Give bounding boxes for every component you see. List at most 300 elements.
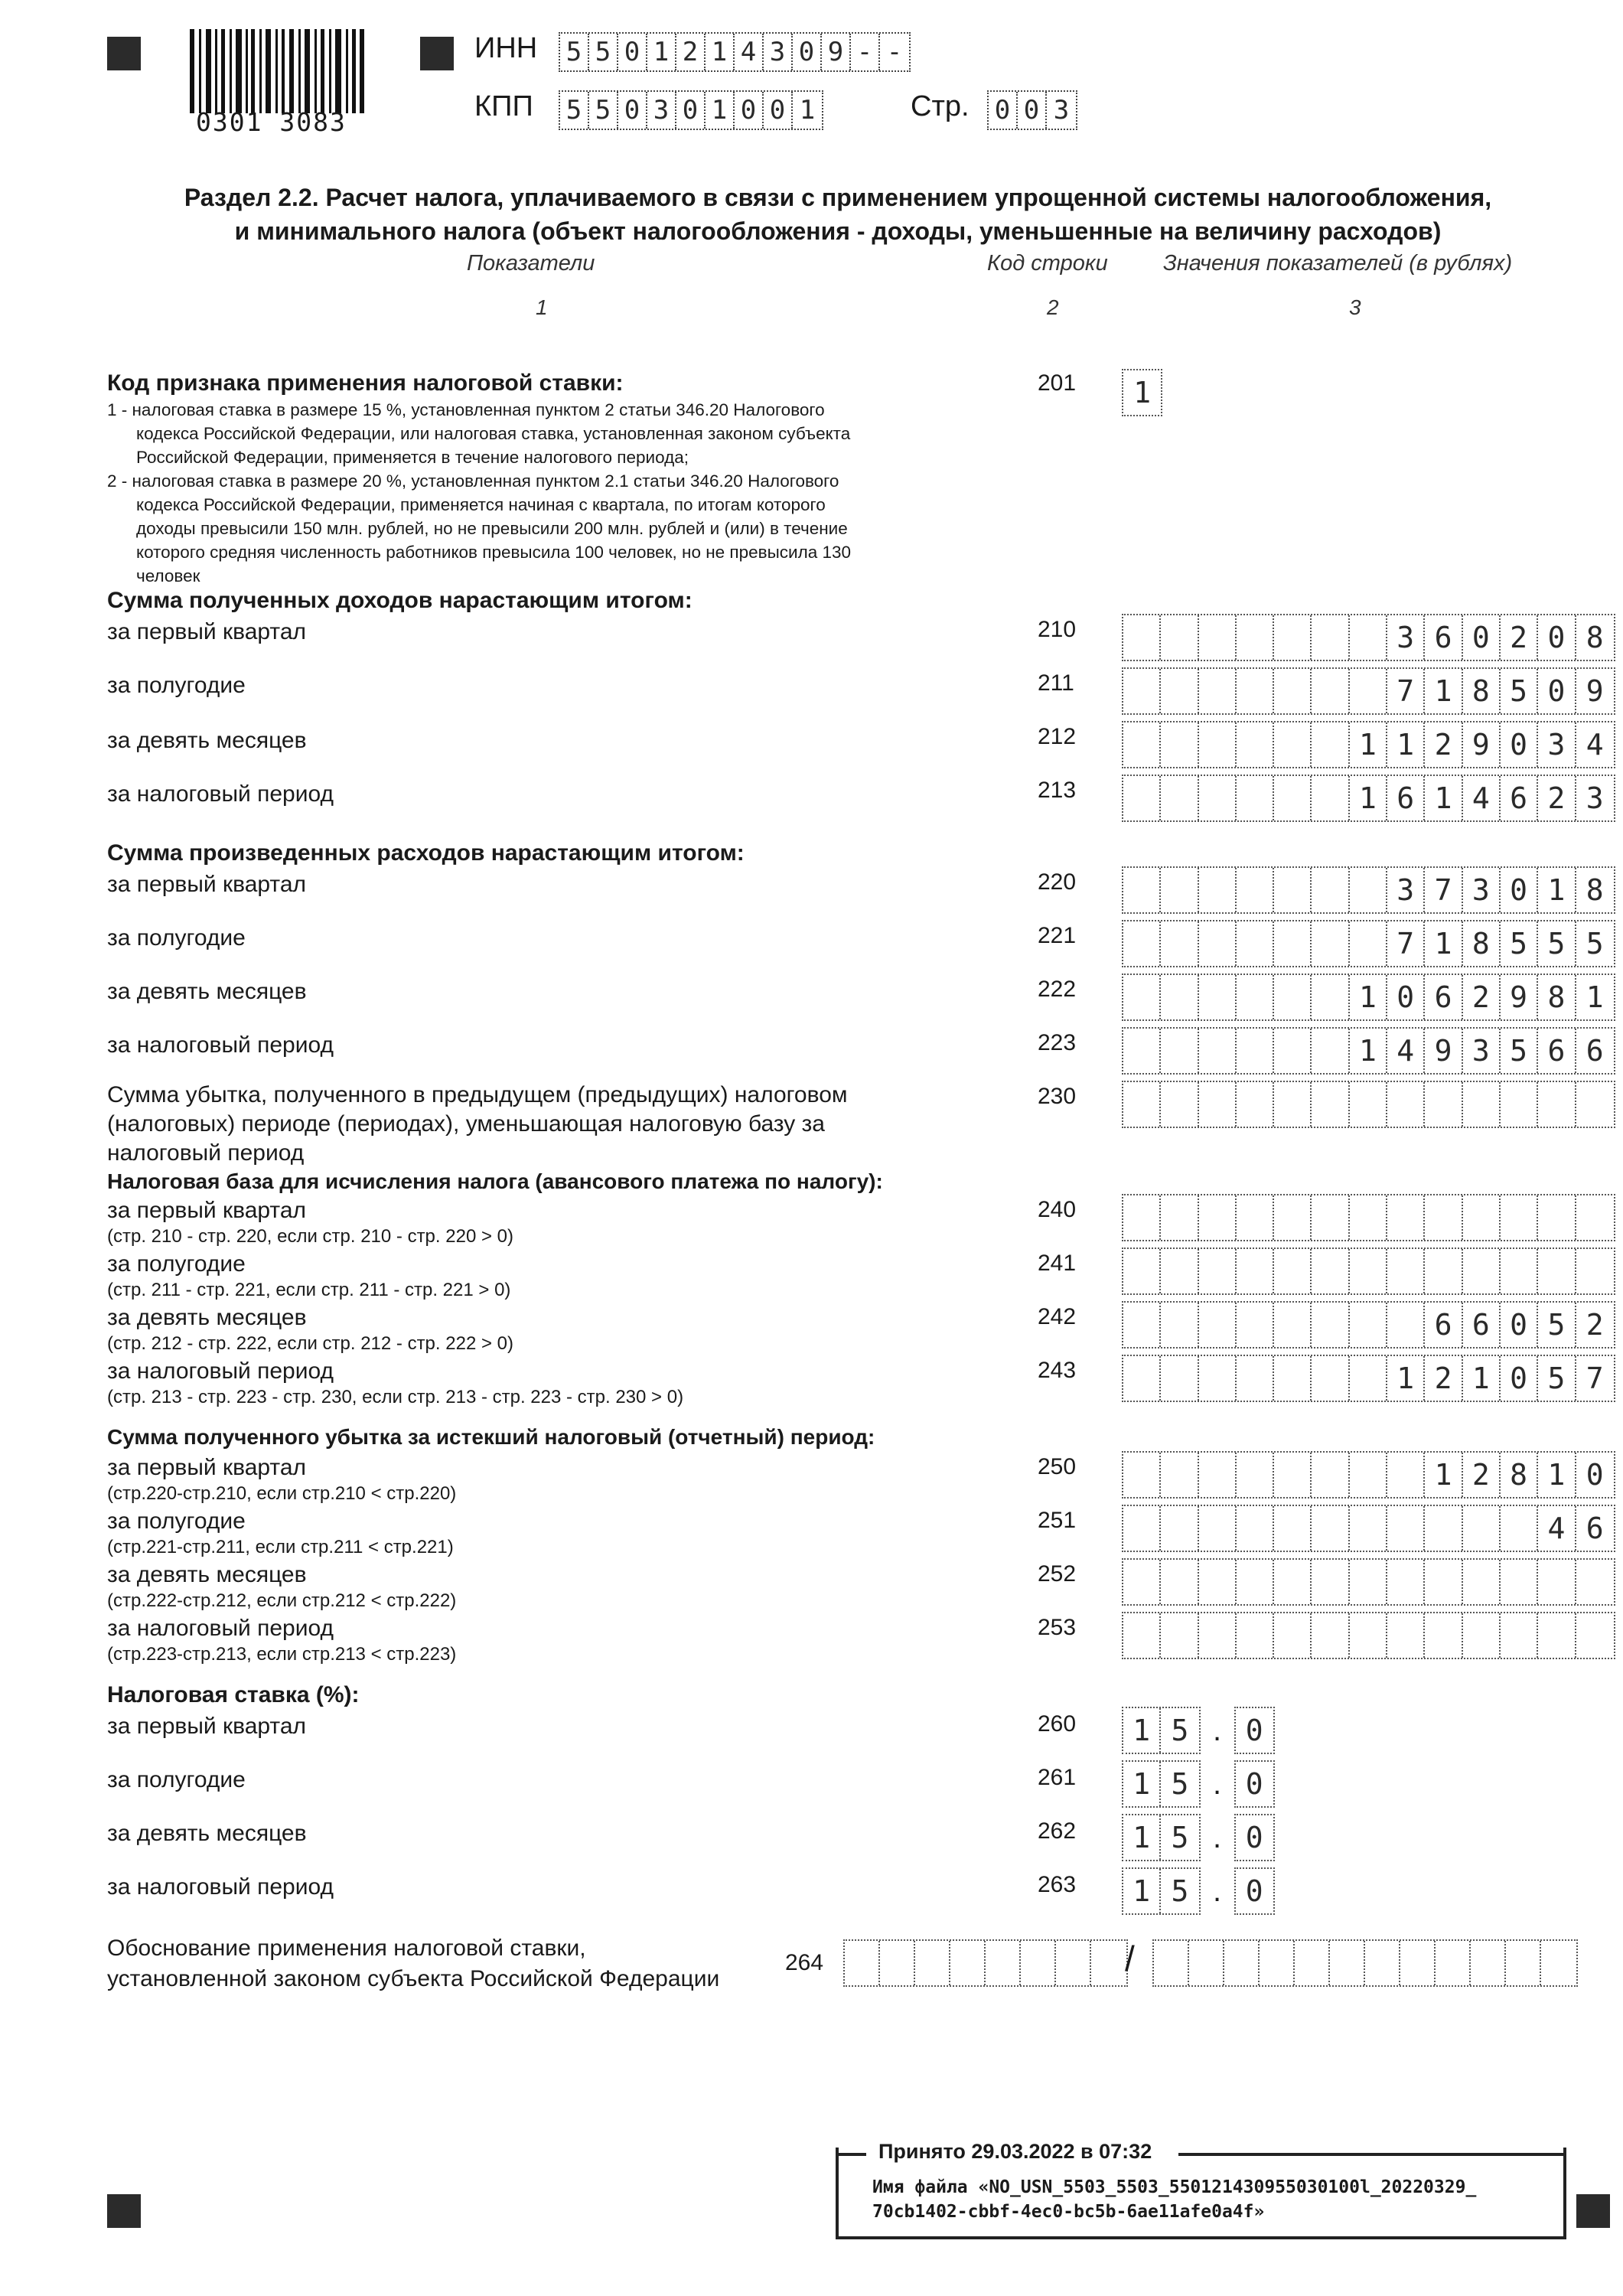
kpp-cell: 1 bbox=[706, 92, 735, 129]
rate-basis-label bbox=[107, 1933, 719, 1994]
digit-cell bbox=[1274, 1249, 1312, 1293]
digit-cell bbox=[1312, 776, 1349, 820]
section-title bbox=[77, 181, 1599, 248]
digit-cell bbox=[1576, 1195, 1614, 1240]
income-label-q1: за первый квартал bbox=[107, 619, 307, 644]
rate-sign-option1-line2: кодекса Российской Федерации, или налоговая ставка, установленная законом субъекта bbox=[136, 424, 851, 443]
digit-cell: 1 bbox=[1387, 722, 1425, 767]
digit-cell bbox=[1161, 1560, 1198, 1604]
expenses-label-q1: за первый квартал bbox=[107, 872, 307, 897]
inn-cell: 3 bbox=[764, 34, 793, 70]
digit-cell bbox=[1237, 1195, 1274, 1240]
digit-cell bbox=[1161, 1613, 1198, 1658]
line-code-243: 243 bbox=[1038, 1358, 1077, 1383]
digit-cell bbox=[1387, 1195, 1425, 1240]
tax-base-9m-field[interactable] bbox=[1122, 1301, 1615, 1349]
digit-cell bbox=[1199, 975, 1237, 1019]
col-number-3: 3 bbox=[1349, 295, 1361, 319]
expenses-label-9m: за девять месяцев bbox=[107, 979, 307, 1004]
digit-cell: 4 bbox=[1586, 728, 1604, 762]
digit-cell: 2 bbox=[1586, 1308, 1604, 1342]
digit-cell bbox=[1199, 1560, 1237, 1604]
digit-cell bbox=[1387, 1082, 1425, 1127]
digit-cell bbox=[1312, 975, 1349, 1019]
digit-cell: 2 bbox=[1463, 1453, 1501, 1497]
rate-year-field[interactable] bbox=[1122, 1869, 1275, 1913]
digit-cell: 0 bbox=[1501, 722, 1538, 767]
digit-cell: 6 bbox=[1425, 615, 1462, 660]
digit-cell: 2 bbox=[1463, 975, 1501, 1019]
rate-h1-field[interactable] bbox=[1122, 1762, 1275, 1806]
digit-cell bbox=[1463, 1506, 1501, 1551]
loss-formula-9m: (стр.222-стр.212, если стр.212 < стр.222) bbox=[107, 1590, 457, 1611]
digit-cell bbox=[1425, 1249, 1462, 1293]
digit-cell: 3 bbox=[1538, 722, 1576, 767]
rate-digit: 0 bbox=[1245, 1821, 1263, 1854]
digit-cell: 4 bbox=[1463, 776, 1501, 820]
digit-cell bbox=[1312, 1560, 1349, 1604]
digit-cell: 5 bbox=[1538, 921, 1576, 966]
digit-cell: 6 bbox=[1425, 1303, 1462, 1347]
digit-cell bbox=[1501, 1195, 1538, 1240]
digit-cell bbox=[1425, 1613, 1462, 1658]
kpp-cell: 3 bbox=[647, 92, 676, 129]
digit-cell bbox=[1123, 1029, 1161, 1073]
digit-cell bbox=[1123, 1082, 1161, 1127]
registration-mark-top bbox=[420, 37, 454, 70]
line-code-221: 221 bbox=[1038, 923, 1077, 948]
digit-cell bbox=[1199, 1506, 1237, 1551]
line-code-263: 263 bbox=[1038, 1872, 1077, 1897]
digit-cell bbox=[1312, 1453, 1349, 1497]
income-h1-field[interactable] bbox=[1122, 667, 1615, 715]
digit-cell bbox=[1237, 1303, 1274, 1347]
expenses-h1-field[interactable] bbox=[1122, 920, 1615, 967]
digit-cell: 6 bbox=[1463, 1303, 1501, 1347]
digit-cell bbox=[1123, 1613, 1161, 1658]
expenses-label-year: за налоговый период bbox=[107, 1032, 334, 1058]
rate-digit: 0 bbox=[1245, 1767, 1263, 1801]
digit-cell: 1 bbox=[1586, 980, 1604, 1014]
col-number-1: 1 bbox=[536, 295, 548, 319]
digit-cell bbox=[1199, 868, 1237, 912]
digit-cell bbox=[1161, 1249, 1198, 1293]
digit-cell: 3 bbox=[1463, 868, 1501, 912]
digit-cell bbox=[1237, 776, 1274, 820]
income-label-year: за налоговый период bbox=[107, 781, 334, 807]
registration-mark-top-left bbox=[107, 37, 141, 70]
rate-digit: 0 bbox=[1245, 1714, 1263, 1747]
digit-cell bbox=[1350, 1195, 1387, 1240]
digit-cell bbox=[1161, 868, 1198, 912]
digit-cell bbox=[1161, 1356, 1198, 1401]
digit-cell: 5 bbox=[1501, 1029, 1538, 1073]
digit-cell bbox=[1312, 1195, 1349, 1240]
digit-cell bbox=[1538, 1249, 1576, 1293]
filename-line2: 70cb1402-cbbf-4ec0-bc5b-6ae11afe0a4f» bbox=[872, 2202, 1265, 2222]
digit-cell bbox=[1161, 1029, 1198, 1073]
inn-field[interactable] bbox=[559, 32, 911, 72]
digit-cell bbox=[1501, 1613, 1538, 1658]
tax-rate-heading: Налоговая ставка (%): bbox=[107, 1682, 360, 1707]
rate-digit: 1 bbox=[1123, 1815, 1161, 1860]
digit-cell bbox=[1123, 615, 1161, 660]
digit-cell: 6 bbox=[1586, 1512, 1604, 1545]
page-cell: 0 bbox=[1018, 92, 1047, 129]
income-9m-field[interactable] bbox=[1122, 721, 1615, 768]
col-header-line-code: Код строки bbox=[987, 251, 1108, 276]
digit-cell bbox=[1123, 868, 1161, 912]
digit-cell bbox=[1123, 1303, 1161, 1347]
digit-cell: 9 bbox=[1425, 1029, 1462, 1073]
digit-cell bbox=[1237, 975, 1274, 1019]
line-code-213: 213 bbox=[1038, 778, 1077, 803]
digit-cell: 8 bbox=[1538, 975, 1576, 1019]
digit-cell bbox=[1576, 1249, 1614, 1293]
digit-cell bbox=[1387, 1560, 1425, 1604]
inn-cell: 2 bbox=[676, 34, 706, 70]
digit-cell bbox=[1350, 1560, 1387, 1604]
digit-cell bbox=[1274, 1195, 1312, 1240]
digit-cell: 8 bbox=[1586, 873, 1604, 907]
inn-cell: 4 bbox=[735, 34, 764, 70]
digit-cell bbox=[1237, 1453, 1274, 1497]
loss-q1-field[interactable] bbox=[1122, 1451, 1615, 1499]
digit-cell: 6 bbox=[1387, 776, 1425, 820]
digit-cell: 1 bbox=[1350, 776, 1387, 820]
digit-cell bbox=[1463, 1249, 1501, 1293]
digit-cell bbox=[1274, 1613, 1312, 1658]
rate-decimal-point: . bbox=[1213, 1714, 1222, 1747]
digit-cell: 9 bbox=[1501, 975, 1538, 1019]
income-q1-field[interactable] bbox=[1122, 614, 1615, 661]
digit-cell bbox=[1387, 1453, 1425, 1497]
kpp-label: КПП bbox=[474, 90, 533, 122]
loss-formula-q1: (стр.220-стр.210, если стр.210 < стр.220) bbox=[107, 1483, 457, 1504]
digit-cell: 9 bbox=[1586, 674, 1604, 708]
digit-cell bbox=[1161, 975, 1198, 1019]
digit-cell: 1 bbox=[1350, 975, 1387, 1019]
digit-cell: 5 bbox=[1538, 1356, 1576, 1401]
digit-cell bbox=[1161, 669, 1198, 713]
digit-cell bbox=[1237, 1356, 1274, 1401]
kpp-field[interactable] bbox=[559, 90, 823, 130]
digit-cell bbox=[1350, 921, 1387, 966]
line-code-201: 201 bbox=[1038, 370, 1077, 396]
rate-label-q1: за первый квартал bbox=[107, 1714, 307, 1739]
line-code-260: 260 bbox=[1038, 1711, 1077, 1737]
loss-label-9m: за девять месяцев bbox=[107, 1562, 307, 1587]
digit-cell bbox=[1274, 1082, 1312, 1127]
rate-label-year: за налоговый период bbox=[107, 1874, 334, 1900]
digit-cell: 6 bbox=[1538, 1029, 1576, 1073]
digit-cell bbox=[1387, 1249, 1425, 1293]
digit-cell: 8 bbox=[1463, 921, 1501, 966]
digit-cell bbox=[1576, 1613, 1614, 1658]
digit-cell bbox=[1312, 1506, 1349, 1551]
digit-cell bbox=[1312, 1029, 1349, 1073]
tax-base-heading: Налоговая база для исчисления налога (авансового платежа по налогу): bbox=[107, 1169, 883, 1193]
digit-cell bbox=[1123, 1195, 1161, 1240]
inn-cell: 5 bbox=[560, 34, 589, 70]
rate-digit: 5 bbox=[1171, 1821, 1189, 1854]
tax-base-q1-field[interactable] bbox=[1122, 1194, 1615, 1241]
digit-cell: 4 bbox=[1387, 1029, 1425, 1073]
loss-prev-label bbox=[107, 1081, 949, 1168]
rate-label-9m: за девять месяцев bbox=[107, 1821, 307, 1846]
col-header-values: Значения показателей (в рублях) bbox=[1163, 251, 1513, 276]
rate-basis-line2: установленной законом субъекта Российской Федерации bbox=[107, 1966, 720, 1991]
digit-cell bbox=[1237, 1082, 1274, 1127]
digit-cell bbox=[1425, 1082, 1462, 1127]
digit-cell bbox=[1387, 1613, 1425, 1658]
page-label: Стр. bbox=[911, 90, 970, 122]
rate-label-h1: за полугодие bbox=[107, 1767, 246, 1792]
expenses-q1-field[interactable] bbox=[1122, 866, 1615, 914]
digit-cell bbox=[1161, 1303, 1198, 1347]
rate-sign-field[interactable] bbox=[1122, 369, 1162, 416]
rate-basis-clause-field[interactable] bbox=[1152, 1939, 1578, 1987]
registration-mark-bottom-right bbox=[1576, 2194, 1610, 2228]
digit-cell bbox=[1350, 669, 1387, 713]
digit-cell: 1 bbox=[1387, 1356, 1425, 1401]
digit-cell bbox=[1463, 1613, 1501, 1658]
digit-cell bbox=[1123, 1506, 1161, 1551]
digit-cell: 7 bbox=[1387, 669, 1425, 713]
digit-cell bbox=[1161, 722, 1198, 767]
digit-cell: 1 bbox=[1538, 868, 1576, 912]
rate-decimal-point: . bbox=[1213, 1821, 1222, 1854]
line-code-262: 262 bbox=[1038, 1818, 1077, 1844]
digit-cell bbox=[1199, 1029, 1237, 1073]
digit-cell: 1 bbox=[1350, 722, 1387, 767]
digit-cell bbox=[1199, 1613, 1237, 1658]
kpp-cell: 1 bbox=[799, 95, 816, 126]
digit-cell bbox=[1350, 1453, 1387, 1497]
digit-cell bbox=[1123, 776, 1161, 820]
col-number-2: 2 bbox=[1047, 295, 1059, 319]
digit-cell: 3 bbox=[1586, 781, 1604, 815]
tax-base-label-q1: за первый квартал bbox=[107, 1198, 307, 1223]
digit-cell: 1 bbox=[1425, 921, 1462, 966]
digit-cell bbox=[1161, 1453, 1198, 1497]
digit-cell bbox=[1199, 1453, 1237, 1497]
digit-cell: 2 bbox=[1425, 1356, 1462, 1401]
digit-cell bbox=[1123, 921, 1161, 966]
tax-base-formula-q1: (стр. 210 - стр. 220, если стр. 210 - стр. 220 > 0) bbox=[107, 1226, 513, 1247]
expenses-heading: Сумма произведенных расходов нарастающим итогом: bbox=[107, 840, 745, 866]
loss-formula-h1: (стр.221-стр.211, если стр.211 < стр.221) bbox=[107, 1537, 454, 1557]
income-year-field[interactable] bbox=[1122, 775, 1615, 822]
digit-cell bbox=[1161, 921, 1198, 966]
digit-cell: 3 bbox=[1387, 868, 1425, 912]
tax-base-h1-field[interactable] bbox=[1122, 1247, 1615, 1295]
digit-cell bbox=[1274, 1303, 1312, 1347]
line-code-261: 261 bbox=[1038, 1765, 1077, 1790]
digit-cell bbox=[1199, 722, 1237, 767]
digit-cell bbox=[1387, 1303, 1425, 1347]
kpp-cell: 0 bbox=[676, 92, 706, 129]
tax-base-formula-year: (стр. 213 - стр. 223 - стр. 230, если стр. 213 - стр. 223 - стр. 230 > 0) bbox=[107, 1387, 684, 1407]
digit-cell bbox=[1199, 1082, 1237, 1127]
digit-cell: 7 bbox=[1425, 868, 1462, 912]
inn-cell: 0 bbox=[618, 34, 647, 70]
digit-cell bbox=[1161, 1082, 1198, 1127]
line-code-210: 210 bbox=[1038, 617, 1077, 642]
digit-cell bbox=[1237, 1029, 1274, 1073]
digit-cell: 1 bbox=[1425, 776, 1462, 820]
digit-cell bbox=[1350, 1356, 1387, 1401]
rate-sign-option2-line1: 2 - налоговая ставка в размере 20 %, установленная пунктом 2.1 статьи 346.20 Налогового bbox=[107, 471, 839, 491]
digit-cell bbox=[1538, 1560, 1576, 1604]
digit-cell bbox=[1237, 921, 1274, 966]
inn-cell: 5 bbox=[589, 34, 618, 70]
digit-cell bbox=[1161, 776, 1198, 820]
digit-cell bbox=[1237, 615, 1274, 660]
digit-cell: 7 bbox=[1387, 921, 1425, 966]
digit-cell: 5 bbox=[1538, 1303, 1576, 1347]
digit-cell bbox=[1199, 1195, 1237, 1240]
digit-cell: 1 bbox=[1350, 1029, 1387, 1073]
tax-base-formula-9m: (стр. 212 - стр. 222, если стр. 212 - стр. 222 > 0) bbox=[107, 1333, 513, 1354]
income-heading: Сумма полученных доходов нарастающим итогом: bbox=[107, 588, 693, 613]
digit-cell bbox=[1350, 1303, 1387, 1347]
rate-digit: 1 bbox=[1123, 1869, 1161, 1913]
loss-h1-field[interactable] bbox=[1122, 1505, 1615, 1552]
digit-cell: 6 bbox=[1425, 975, 1462, 1019]
loss-9m-field[interactable] bbox=[1122, 1558, 1615, 1606]
digit-cell bbox=[1123, 1453, 1161, 1497]
rate-basis-article-field[interactable] bbox=[843, 1939, 1128, 1987]
digit-cell: 0 bbox=[1538, 669, 1576, 713]
barcode-number: 0301 3083 bbox=[196, 107, 347, 137]
digit-cell bbox=[1161, 615, 1198, 660]
tax-base-label-h1: за полугодие bbox=[107, 1251, 246, 1277]
digit-cell: 6 bbox=[1586, 1034, 1604, 1068]
page-number-field[interactable] bbox=[987, 90, 1077, 130]
rate-q1-field[interactable] bbox=[1122, 1708, 1275, 1753]
filename-line1: Имя файла «NO_USN_5503_5503_550121430955030100l_20220329_ bbox=[872, 2177, 1477, 2197]
tax-base-year-field[interactable] bbox=[1122, 1355, 1615, 1402]
digit-cell bbox=[1350, 1082, 1387, 1127]
digit-cell bbox=[1274, 1453, 1312, 1497]
digit-cell bbox=[1501, 1249, 1538, 1293]
rate-sign-options bbox=[107, 398, 964, 588]
digit-cell: 3 bbox=[1463, 1029, 1501, 1073]
digit-cell bbox=[1274, 1560, 1312, 1604]
rate-digit: 5 bbox=[1171, 1767, 1189, 1801]
digit-cell bbox=[1199, 921, 1237, 966]
digit-cell bbox=[1123, 1356, 1161, 1401]
kpp-cell: 0 bbox=[735, 92, 764, 129]
rate-sign-option2-line4: которого средняя численность работников превысила 100 человек, но не превысила 130 bbox=[136, 543, 852, 562]
digit-cell bbox=[1123, 669, 1161, 713]
digit-cell bbox=[1312, 615, 1349, 660]
digit-cell bbox=[1312, 1249, 1349, 1293]
digit-cell: 7 bbox=[1586, 1362, 1604, 1395]
rate-sign-option1-line3: Российской Федерации, применяется в течение налогового периода; bbox=[136, 448, 689, 467]
loss-prev-field[interactable] bbox=[1122, 1081, 1615, 1128]
line-code-240: 240 bbox=[1038, 1197, 1077, 1222]
digit-cell bbox=[1274, 776, 1312, 820]
digit-cell bbox=[1501, 1560, 1538, 1604]
line-code-230: 230 bbox=[1038, 1084, 1077, 1109]
digit-cell bbox=[1312, 722, 1349, 767]
digit-cell bbox=[1350, 1506, 1387, 1551]
rate-9m-field[interactable] bbox=[1122, 1815, 1275, 1860]
digit-cell bbox=[1312, 1082, 1349, 1127]
digit-cell bbox=[1501, 1082, 1538, 1127]
digit-cell bbox=[1312, 1613, 1349, 1658]
digit-cell bbox=[1538, 1082, 1576, 1127]
line-code-223: 223 bbox=[1038, 1030, 1077, 1055]
col-header-indicators: Показатели bbox=[467, 251, 595, 276]
expenses-label-h1: за полугодие bbox=[107, 925, 246, 951]
kpp-cell: 0 bbox=[618, 92, 647, 129]
expenses-year-field[interactable] bbox=[1122, 1027, 1615, 1075]
digit-cell bbox=[1274, 1029, 1312, 1073]
digit-cell bbox=[1237, 1613, 1274, 1658]
digit-cell: 0 bbox=[1538, 615, 1576, 660]
line-code-264: 264 bbox=[785, 1950, 824, 1975]
digit-cell bbox=[1425, 1506, 1462, 1551]
digit-cell bbox=[1274, 1356, 1312, 1401]
rate-digit: 1 bbox=[1123, 1762, 1161, 1806]
page-cell: 3 bbox=[1053, 95, 1070, 126]
line-code-222: 222 bbox=[1038, 977, 1077, 1002]
digit-cell bbox=[1312, 868, 1349, 912]
digit-cell bbox=[1123, 1249, 1161, 1293]
digit-cell: 2 bbox=[1501, 615, 1538, 660]
rate-sign-option2-line3: доходы превысили 150 млн. рублей, но не превысили 200 млн. рублей и (или) в течение bbox=[136, 519, 848, 538]
digit-cell bbox=[1538, 1195, 1576, 1240]
rate-basis-line1: Обоснование применения налоговой ставки, bbox=[107, 1936, 586, 1961]
digit-cell: 0 bbox=[1501, 868, 1538, 912]
line-code-250: 250 bbox=[1038, 1454, 1077, 1479]
digit-cell bbox=[1199, 1303, 1237, 1347]
digit-cell bbox=[1161, 1195, 1198, 1240]
barcode bbox=[190, 29, 364, 115]
expenses-9m-field[interactable] bbox=[1122, 974, 1615, 1021]
income-label-h1: за полугодие bbox=[107, 673, 246, 698]
digit-cell: 0 bbox=[1463, 615, 1501, 660]
digit-cell bbox=[1312, 669, 1349, 713]
digit-cell: 5 bbox=[1501, 669, 1538, 713]
digit-cell bbox=[1350, 868, 1387, 912]
loss-label-year: за налоговый период bbox=[107, 1616, 334, 1641]
inn-cell: 0 bbox=[793, 34, 822, 70]
acceptance-stamp-filename bbox=[872, 2175, 1476, 2224]
rate-sign-cell: 1 bbox=[1133, 376, 1152, 409]
line-code-212: 212 bbox=[1038, 724, 1077, 749]
rate-sign-heading: Код признака применения налоговой ставки: bbox=[107, 370, 624, 396]
income-label-9m: за девять месяцев bbox=[107, 728, 307, 753]
section-title-line2: и минимального налога (объект налогообложения - доходы, уменьшенные на величину расходов) bbox=[234, 217, 1442, 245]
digit-cell: 0 bbox=[1387, 975, 1425, 1019]
loss-heading: Сумма полученного убытка за истекший налоговый (отчетный) период: bbox=[107, 1425, 875, 1449]
inn-label: ИНН bbox=[474, 32, 538, 64]
loss-label-h1: за полугодие bbox=[107, 1508, 246, 1534]
digit-cell: 4 bbox=[1538, 1506, 1576, 1551]
digit-cell bbox=[1312, 1356, 1349, 1401]
digit-cell bbox=[1199, 615, 1237, 660]
loss-year-field[interactable] bbox=[1122, 1612, 1615, 1659]
digit-cell bbox=[1350, 615, 1387, 660]
digit-cell: 0 bbox=[1501, 1356, 1538, 1401]
digit-cell: 0 bbox=[1586, 1458, 1604, 1492]
digit-cell bbox=[1576, 1082, 1614, 1127]
digit-cell: 8 bbox=[1586, 621, 1604, 654]
